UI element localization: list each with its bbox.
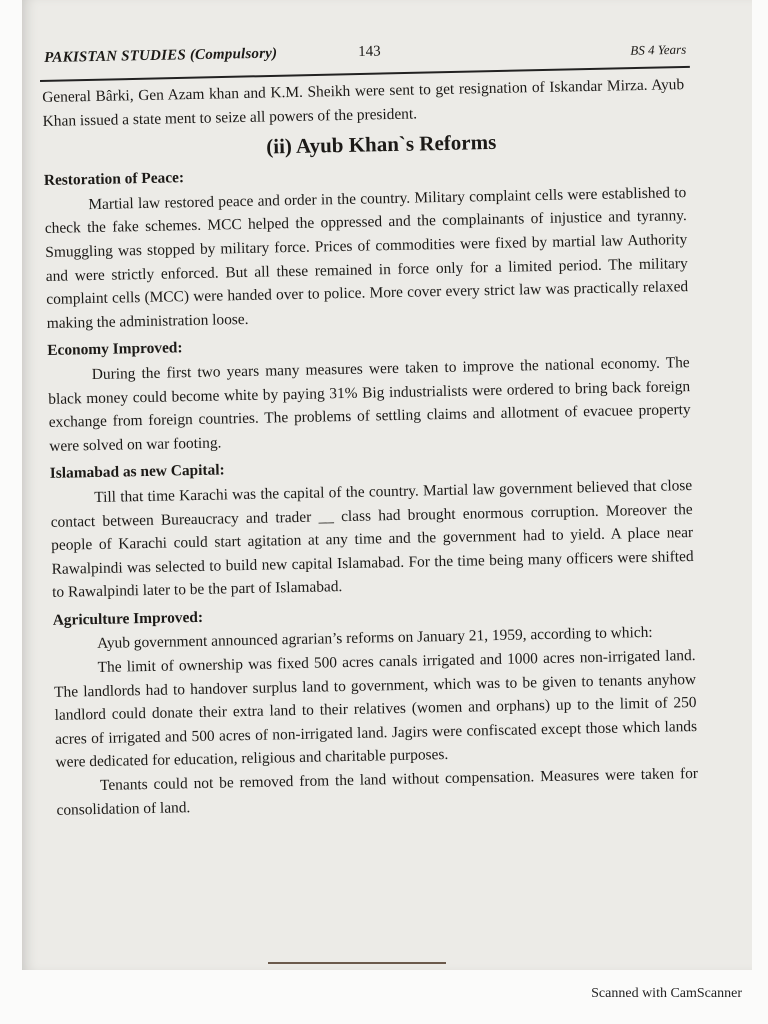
section-paragraph: The limit of ownership was fixed 500 acres canals irrigated and 1000 acres non-irrigated land. The landlords had to handover surplus land to government, which was to be given to tenants anyhow landlord could donate their extra land to their relatives (women and orphans) up to the limit of 250 acres of irrigated and 500 acres of non-irrigated land. Jagirs were confiscated except those which lands were dedicated for education, religious and charitable purposes. [53,647,698,772]
section-heading: Restoration of Peace: [43,169,185,190]
section-paragraph: Till that time Karachi was the capital of the country. Martial law government believed that close contact between Bureaucracy and trader __ class had brought enormous corruption. Moreover the people of Karachi could start agitation at any time and the government had to yield. A place near Rawalpindi was selected to build new capital Islamabad. For the time being many officers were shifted to Rawalpindi later to be the part of Islamabad. [50,476,694,602]
section-paragraph: Martial law restored peace and order in the country. Military complaint cells were established to check the fake schemes. MCC helped the oppressed and the complainants of injustice and tyranny. Smuggling was stopped by military force. Prices of commodities were fixed by martial law Authority and were strictly enforced. But all these remained in force only for a limited period. The military complaint cells (MCC) were handed over to police. More cover every strict law was practically relaxed making the administration loose. [44,183,689,332]
section-heading: Agriculture Improved: [52,608,204,629]
bottom-rule [268,962,446,964]
section-restoration-of-peace [44,156,689,335]
running-title: PAKISTAN STUDIES (Compulsory) [44,45,278,66]
section-paragraph: During the first two years many measures were taken to improve the national economy. The black money could become white by paying 31% Big industrialists were ordered to bring back foreign exchange from foreign countries. The problems of settling claims and allotment of evacuee property were solved on war footing. [48,353,691,455]
scanner-watermark: Scanned with CamScanner [591,986,742,1001]
page-number: 143 [358,43,381,60]
section-heading: Economy Improved: [47,339,183,360]
section-agriculture-improved [52,596,698,822]
page-body [42,73,699,822]
section-heading: Islamabad as new Capital: [49,461,225,483]
intro-paragraph: General Bârki, Gen Azam khan and K.M. Sheikh were sent to get resignation of Iskandar Mirza. Ayub Khan issued a state ment to seize all powers of the president. [42,76,685,130]
section-paragraph: Tenants could not be removed from the land without compensation. Measures were taken for consolidation of land. [56,765,699,819]
chapter-heading: (ii) Ayub Khan`s Reforms [265,130,497,159]
section-economy-improved [47,326,691,458]
section-islamabad-capital [50,449,695,604]
program-label: BS 4 Years [630,41,687,58]
section-paragraph: Ayub government announced agrarian’s reforms on January 21, 1959, according to which: [97,624,653,653]
